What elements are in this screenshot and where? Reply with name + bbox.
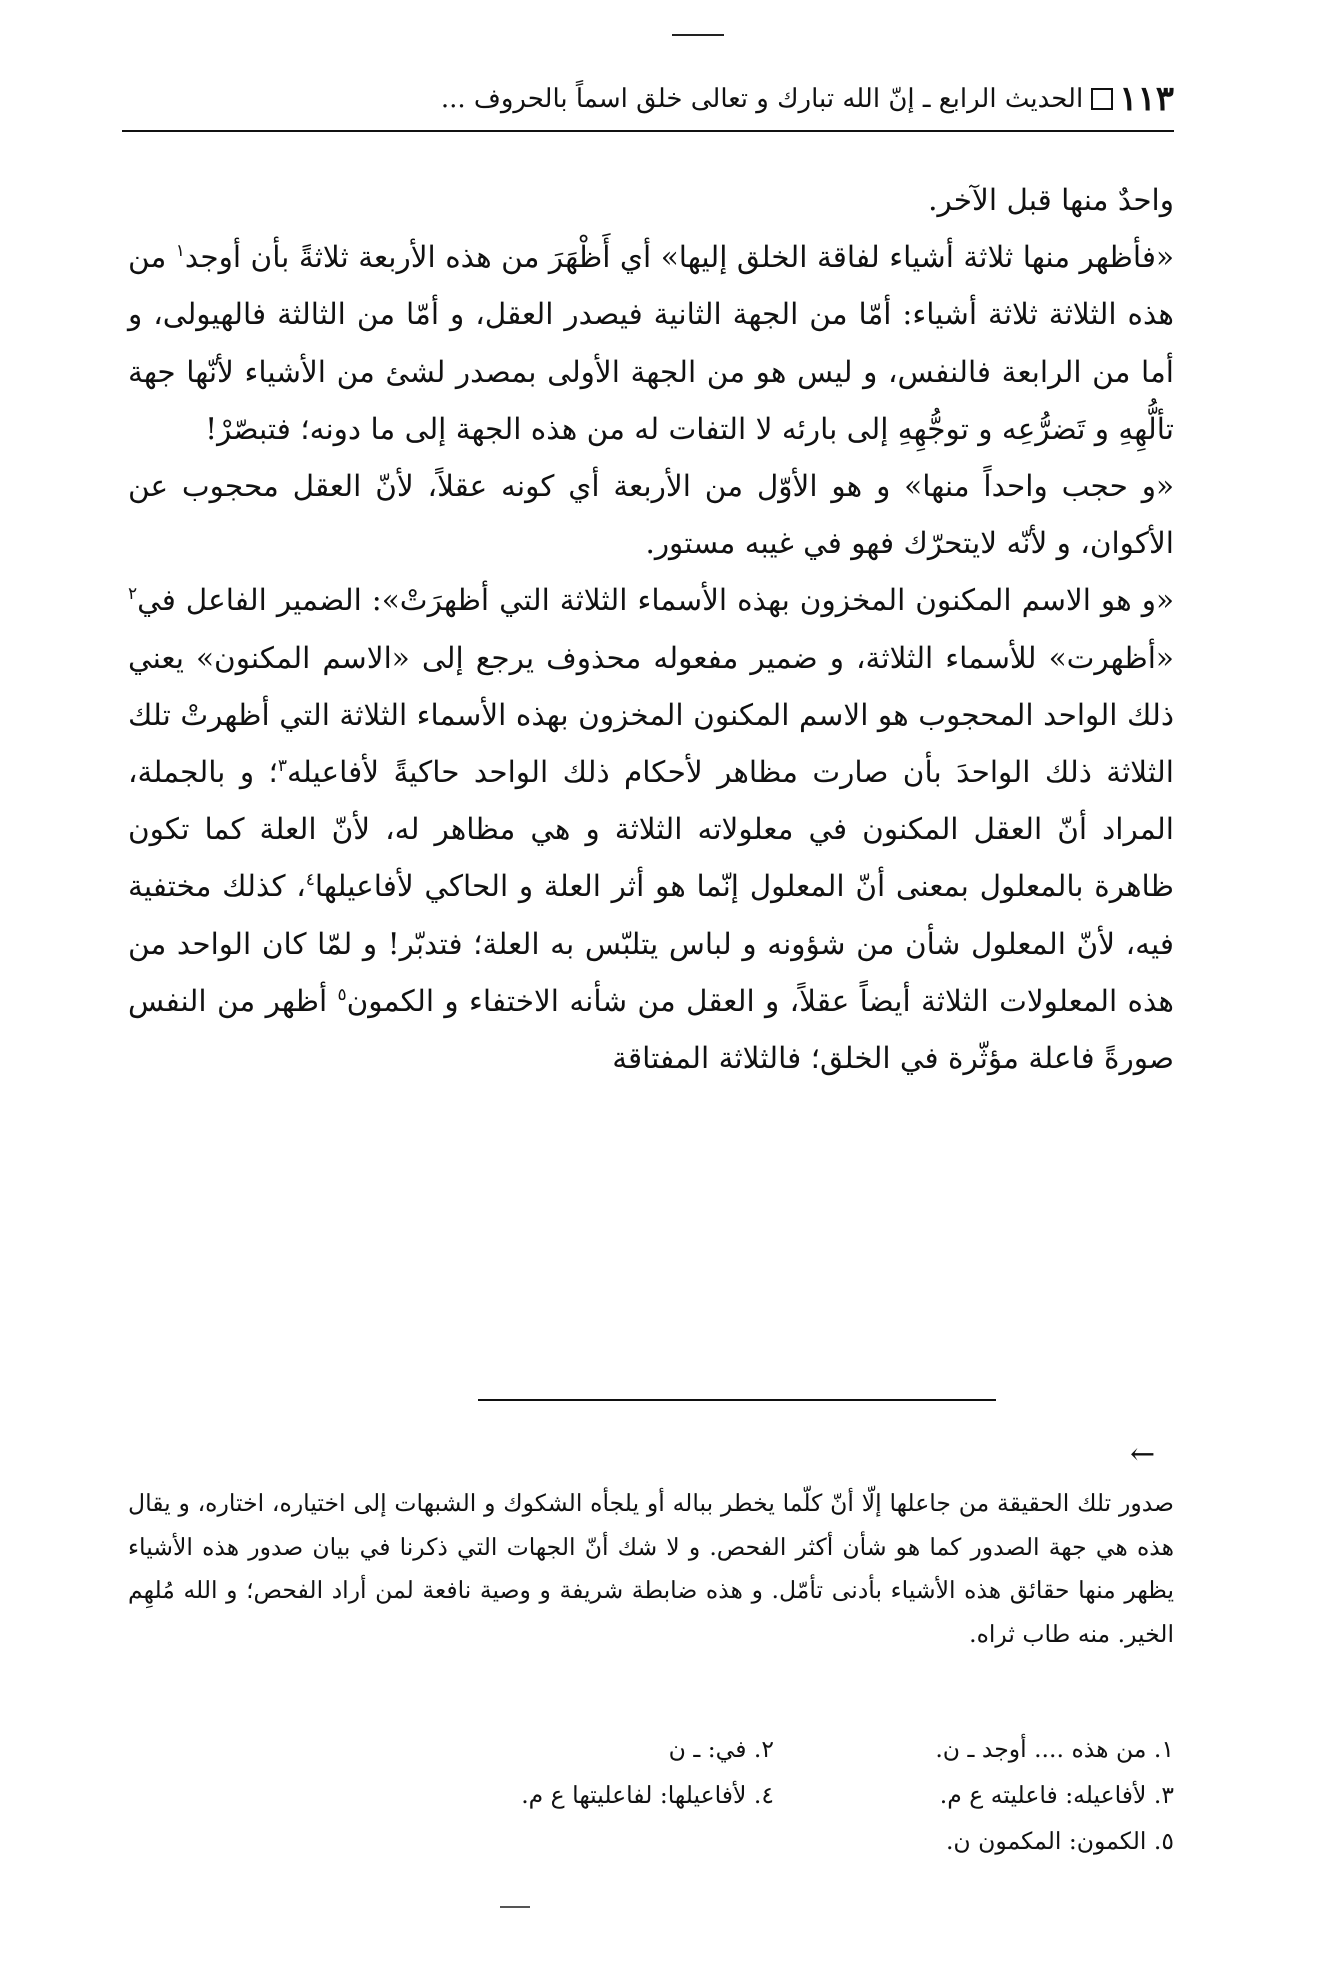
paragraph: «و هو الاسم المكنون المخزون بهذه الأسماء الثلاثة التي أظهرَتْ»: الضمير الفاعل في$^٢$ «أظهرت» للأسماء الثلاثة، و ضمير مفعوله محذوف يرجع إلى «الاسم المكنون» يعني ذلك الواحد المحجوب هو الاسم المكنون المخزون بهذه الأسماء الثلاثة التي أظهرتْ تلك الثلاثة ذلك الواحدَ بأن صارت مظاهر لأحكام ذلك الواحد حاكيةً لأفاعيله$^٣$؛ و بالجملة، المراد أنّ العقل المكنون في معلولاته الثلاثة و هي مظاهر له، لأنّ العلة كما تكون ظاهرة بالمعلول بمعنى أنّ المعلول إنّما هو أثر العلة و الحاكي لأفاعيلها$^٤$، كذلك مختفية فيه، لأنّ المعلول شأن من شؤونه و لباس يتلبّس به العلة؛ فتدبّر! و لمّا كان الواحد من هذه المعلولات الثلاثة أيضاً عقلاً، و العقل من شأنه الاختفاء و الكمون$^٥$ أظهر من النفس صورةً فاعلة مؤثّرة في الخلق؛ فالثلاثة المفتاقة <box>128 583 1174 1076</box>
footnote-ref: ٤ <box>305 870 315 891</box>
footnote-text <box>128 1482 1174 1656</box>
paragraph: «فأظهر منها ثلاثة أشياء لفاقة الخلق إليها» أي أَظْهَرَ من هذه الأربعة ثلاثةً بأن أوجد$^١$ من هذه الثلاثة ثلاثة أشياء: أمّا من الجهة الثانية فيصدر العقل، و أمّا من الثالثة فالهيولى، و أما من الرابعة فالنفس، و ليس هو من الجهة الأولى بمصدر لشئ من الأشياء لأنّها جهة تألُّهِهِ و تَضرُّعِه و توجُّهِهِ إلى بارئه لا التفات له من هذه الجهة إلى ما دونه؛ فتبصّرْ! <box>128 240 1174 446</box>
header-rule <box>122 130 1174 132</box>
footnote-paragraph: صدور تلك الحقيقة من جاعلها إلّا أنّ كلّما يخطر بباله أو يلجأه الشكوك و الشبهات إلى اختياره، اختاره، و يقال هذه هي جهة الصدور كما هو شأن أكثر الفحص. و لا شك أنّ الجهات التي ذكرنا في بيان صدور هذه الأشياء يظهر منها حقائق هذه الأشياء بأدنى تأمّل. و هذه ضابطة شريفة و وصية نافعة لمن أراد الفحص؛ و الله مُلهِم الخير. منه طاب ثراه. <box>128 1489 1174 1648</box>
main-text <box>128 172 1174 1087</box>
variant-readings <box>128 1726 1174 1864</box>
square-ornament-icon <box>1091 88 1113 110</box>
page-header <box>122 74 1174 124</box>
variant-note: ٤. لأفاعيلها: لفاعليتها ع م. <box>521 1781 774 1809</box>
paragraph: واحدٌ منها قبل الآخر. <box>928 183 1174 217</box>
footnote-ref: ٢ <box>128 584 138 605</box>
page-number: ١١٣ <box>1119 79 1174 119</box>
bottom-dash <box>500 1906 530 1908</box>
top-dash <box>672 34 724 36</box>
variant-note: ١. من هذه .... أوجد ـ ن. <box>935 1735 1174 1763</box>
running-title: الحديث الرابع ـ إنّ الله تبارك و تعالى خلق اسماً بالحروف ... <box>440 84 1084 114</box>
footnote-ref: ٣ <box>277 756 288 777</box>
variant-row <box>128 1772 1174 1818</box>
variant-note: ٣. لأفاعيله: فاعليته ع م. <box>939 1781 1174 1809</box>
paragraph: «و حجب واحداً منها» و هو الأوّل من الأربعة أي كونه عقلاً، لأنّ العقل محجوب عن الأكوان، و لأنّه لايتحرّك فهو في غيبه مستور. <box>128 469 1174 561</box>
continuation-arrow-icon: ← <box>1130 1437 1156 1472</box>
footnote-ref: ١ <box>175 241 185 262</box>
variant-note: ٥. الكمون: المكمون ن. <box>945 1827 1174 1855</box>
footnote-ref: ٥ <box>337 985 347 1006</box>
variant-note: ٢. في: ـ ن <box>668 1735 774 1763</box>
variant-row <box>128 1818 1174 1864</box>
footnote-rule <box>478 1399 996 1401</box>
variant-row <box>128 1726 1174 1772</box>
